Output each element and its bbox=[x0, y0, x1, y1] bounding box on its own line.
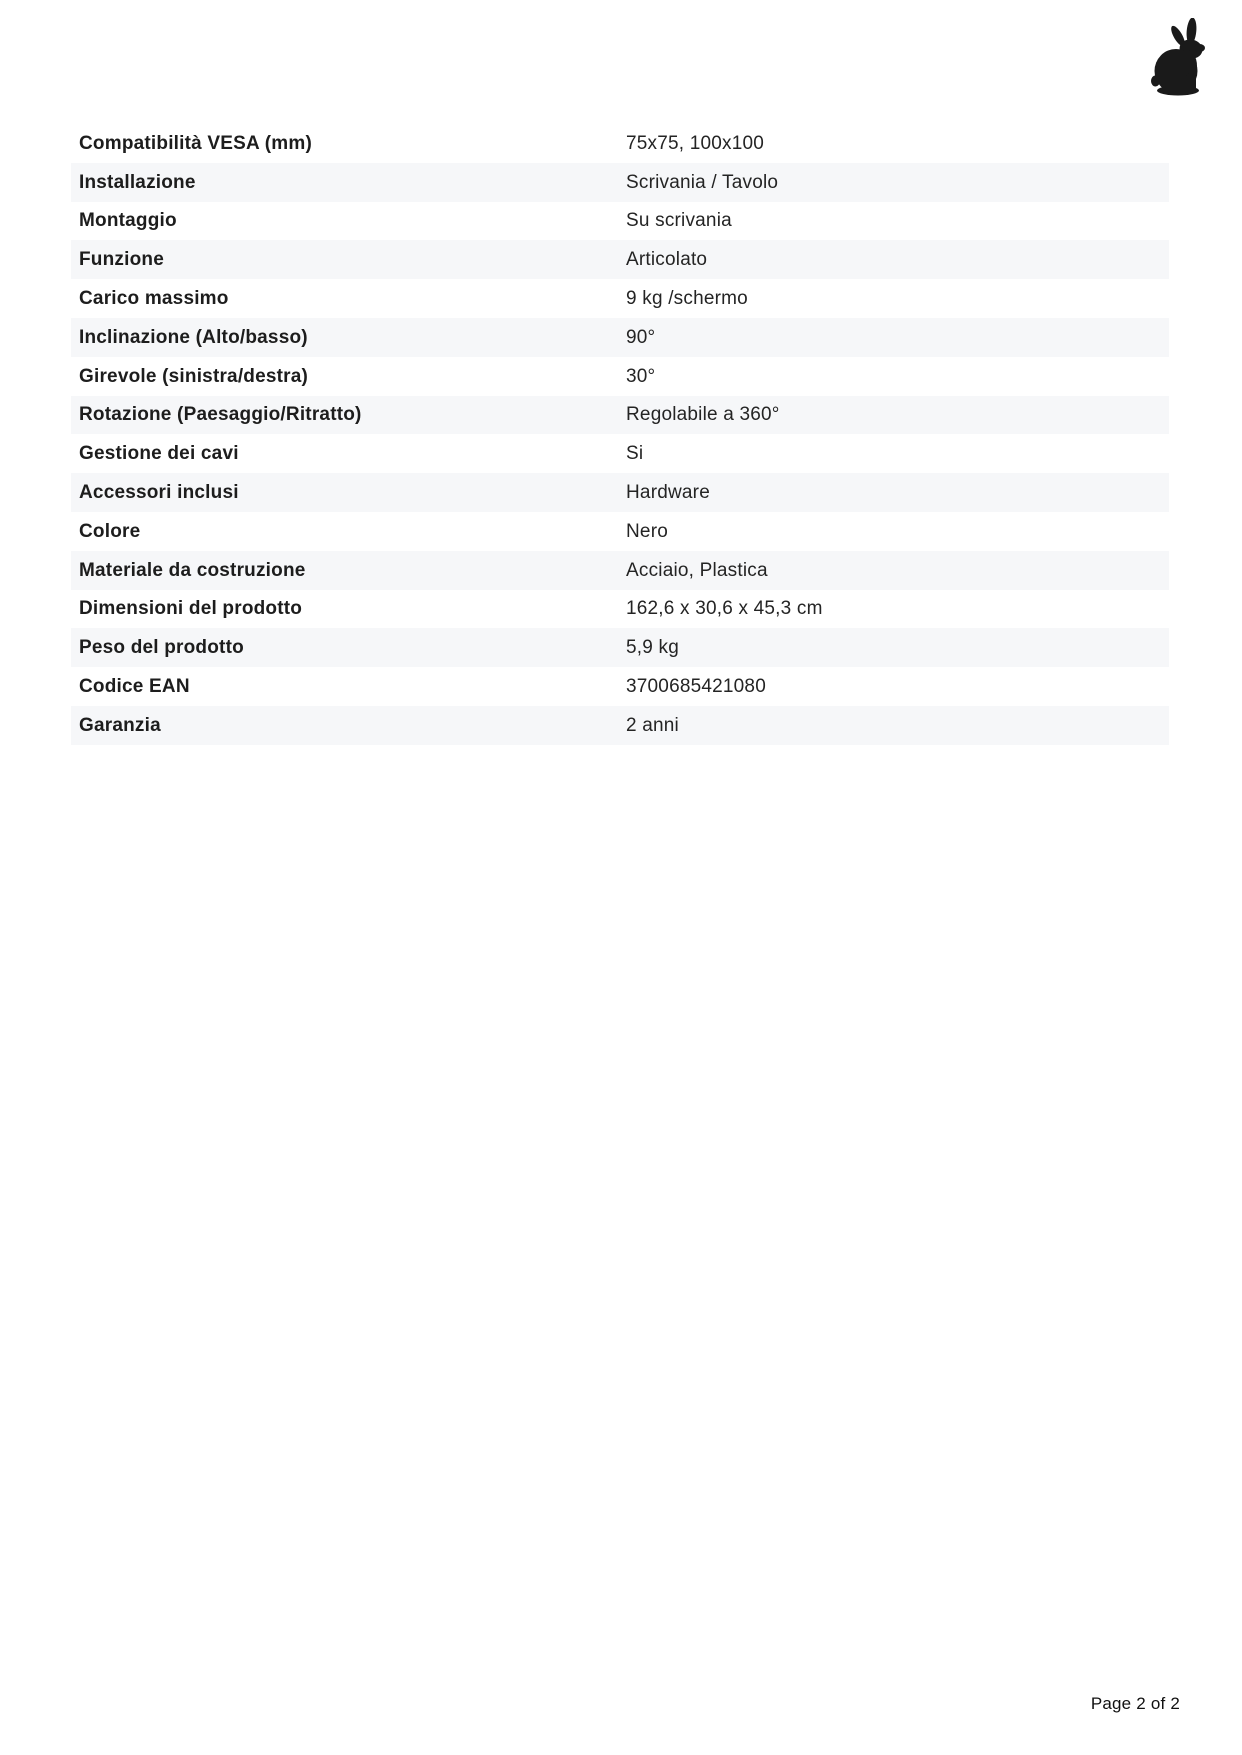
spec-label: Compatibilità VESA (mm) bbox=[79, 132, 312, 154]
table-row bbox=[71, 434, 1169, 473]
spec-value: Regolabile a 360° bbox=[626, 404, 780, 426]
table-row bbox=[71, 202, 1169, 241]
table-row bbox=[71, 551, 1169, 590]
spec-value: Si bbox=[626, 443, 644, 465]
spec-value: 2 anni bbox=[626, 714, 679, 736]
spec-value: Hardware bbox=[626, 482, 710, 504]
table-row bbox=[71, 628, 1169, 667]
spec-label: Rotazione (Paesaggio/Ritratto) bbox=[79, 404, 362, 426]
spec-label: Dimensioni del prodotto bbox=[79, 598, 303, 620]
spec-value: 3700685421080 bbox=[626, 676, 766, 698]
spec-value: 90° bbox=[626, 326, 656, 348]
table-row bbox=[71, 124, 1169, 163]
table-row bbox=[71, 163, 1169, 202]
spec-label: Inclinazione (Alto/basso) bbox=[79, 326, 308, 348]
spec-label: Funzione bbox=[79, 249, 164, 271]
table-row bbox=[71, 512, 1169, 551]
rabbit-logo-icon bbox=[1151, 18, 1213, 96]
spec-value: Su scrivania bbox=[626, 210, 732, 232]
spec-label: Carico massimo bbox=[79, 288, 229, 310]
page-number: Page 2 of 2 bbox=[1090, 1694, 1180, 1713]
spec-label: Codice EAN bbox=[79, 676, 190, 698]
spec-value: 5,9 kg bbox=[626, 637, 679, 659]
table-row bbox=[71, 706, 1169, 745]
spec-label: Peso del prodotto bbox=[79, 637, 244, 659]
spec-value: Scrivania / Tavolo bbox=[626, 171, 779, 193]
spec-label: Accessori inclusi bbox=[79, 482, 239, 504]
table-row bbox=[71, 240, 1169, 279]
spec-value: 30° bbox=[626, 365, 656, 387]
table-row bbox=[71, 357, 1169, 396]
spec-value: Articolato bbox=[626, 249, 708, 271]
spec-value: Nero bbox=[626, 520, 668, 542]
spec-label: Materiale da costruzione bbox=[79, 559, 306, 581]
spec-value: Acciaio, Plastica bbox=[626, 559, 768, 581]
spec-label: Colore bbox=[79, 520, 141, 542]
spec-label: Gestione dei cavi bbox=[79, 443, 239, 465]
spec-value: 162,6 x 30,6 x 45,3 cm bbox=[626, 598, 823, 620]
spec-value: 75x75, 100x100 bbox=[626, 132, 765, 154]
spec-label: Montaggio bbox=[79, 210, 177, 232]
spec-label: Installazione bbox=[79, 171, 196, 193]
spec-label: Girevole (sinistra/destra) bbox=[79, 365, 309, 387]
spec-value: 9 kg /schermo bbox=[626, 288, 748, 310]
table-row bbox=[71, 590, 1169, 629]
table-row bbox=[71, 396, 1169, 435]
table-row bbox=[71, 318, 1169, 357]
table-row bbox=[71, 473, 1169, 512]
spec-table bbox=[71, 124, 1169, 745]
table-row bbox=[71, 279, 1169, 318]
spec-label: Garanzia bbox=[79, 714, 161, 736]
rabbit-silhouette bbox=[1151, 18, 1205, 95]
table-row bbox=[71, 667, 1169, 706]
